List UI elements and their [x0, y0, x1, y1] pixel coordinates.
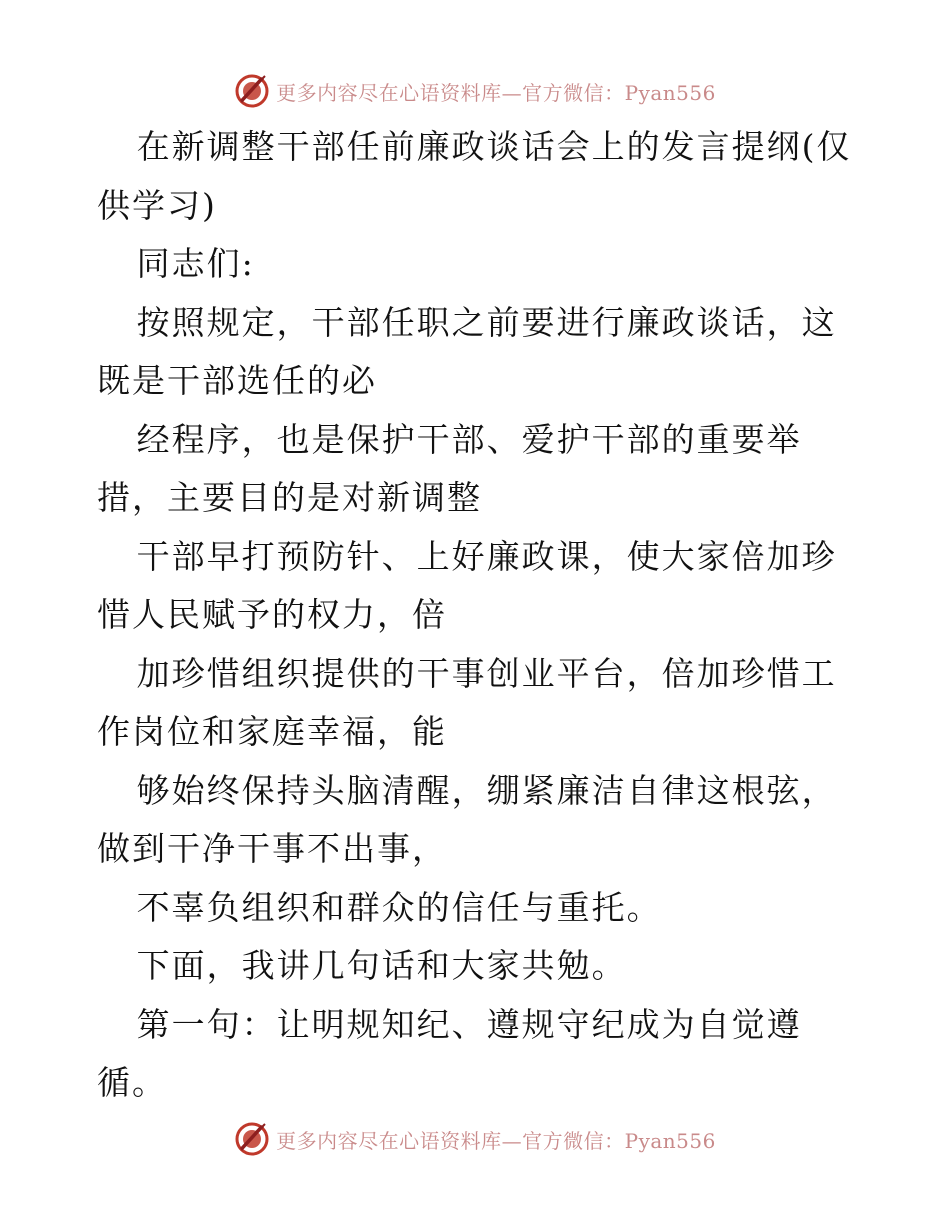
header-banner-text: 更多内容尽在心语资料库—官方微信：Pyan556 [276, 80, 716, 105]
paragraph: 够始终保持头脑清醒，绷紧廉洁自律这根弦，做到干净干事不出事， [97, 770, 837, 868]
footer-banner-text: 更多内容尽在心语资料库—官方微信：Pyan556 [276, 1128, 716, 1153]
paragraph: 干部早打预防针、上好廉政课，使大家倍加珍惜人民赋予的权力，倍 [97, 536, 837, 634]
document-body [97, 118, 857, 1113]
paragraph: 经程序，也是保护干部、爱护干部的重要举措，主要目的是对新调整 [97, 419, 802, 517]
paragraph: 下面，我讲几句话和大家共勉。 [136, 946, 627, 985]
header-banner [0, 71, 950, 111]
quill-seal-logo-icon [234, 73, 270, 109]
salutation: 同志们: [136, 244, 255, 283]
paragraph: 加珍惜组织提供的干事创业平台，倍加珍惜工作岗位和家庭幸福，能 [97, 653, 837, 751]
quill-seal-logo-icon [234, 1121, 270, 1157]
paragraph: 不辜负组织和群众的信任与重托。 [136, 887, 662, 927]
paragraph: 按照规定，干部任职之前要进行廉政谈话，这既是干部选任的必 [97, 302, 837, 400]
section-heading: 第一句：让明规知纪、遵规守纪成为自觉遵循。 [97, 1004, 802, 1102]
document-title: 在新调整干部任前廉政谈话会上的发言提纲(仅供学习) [97, 127, 852, 225]
footer-banner [0, 1119, 950, 1159]
